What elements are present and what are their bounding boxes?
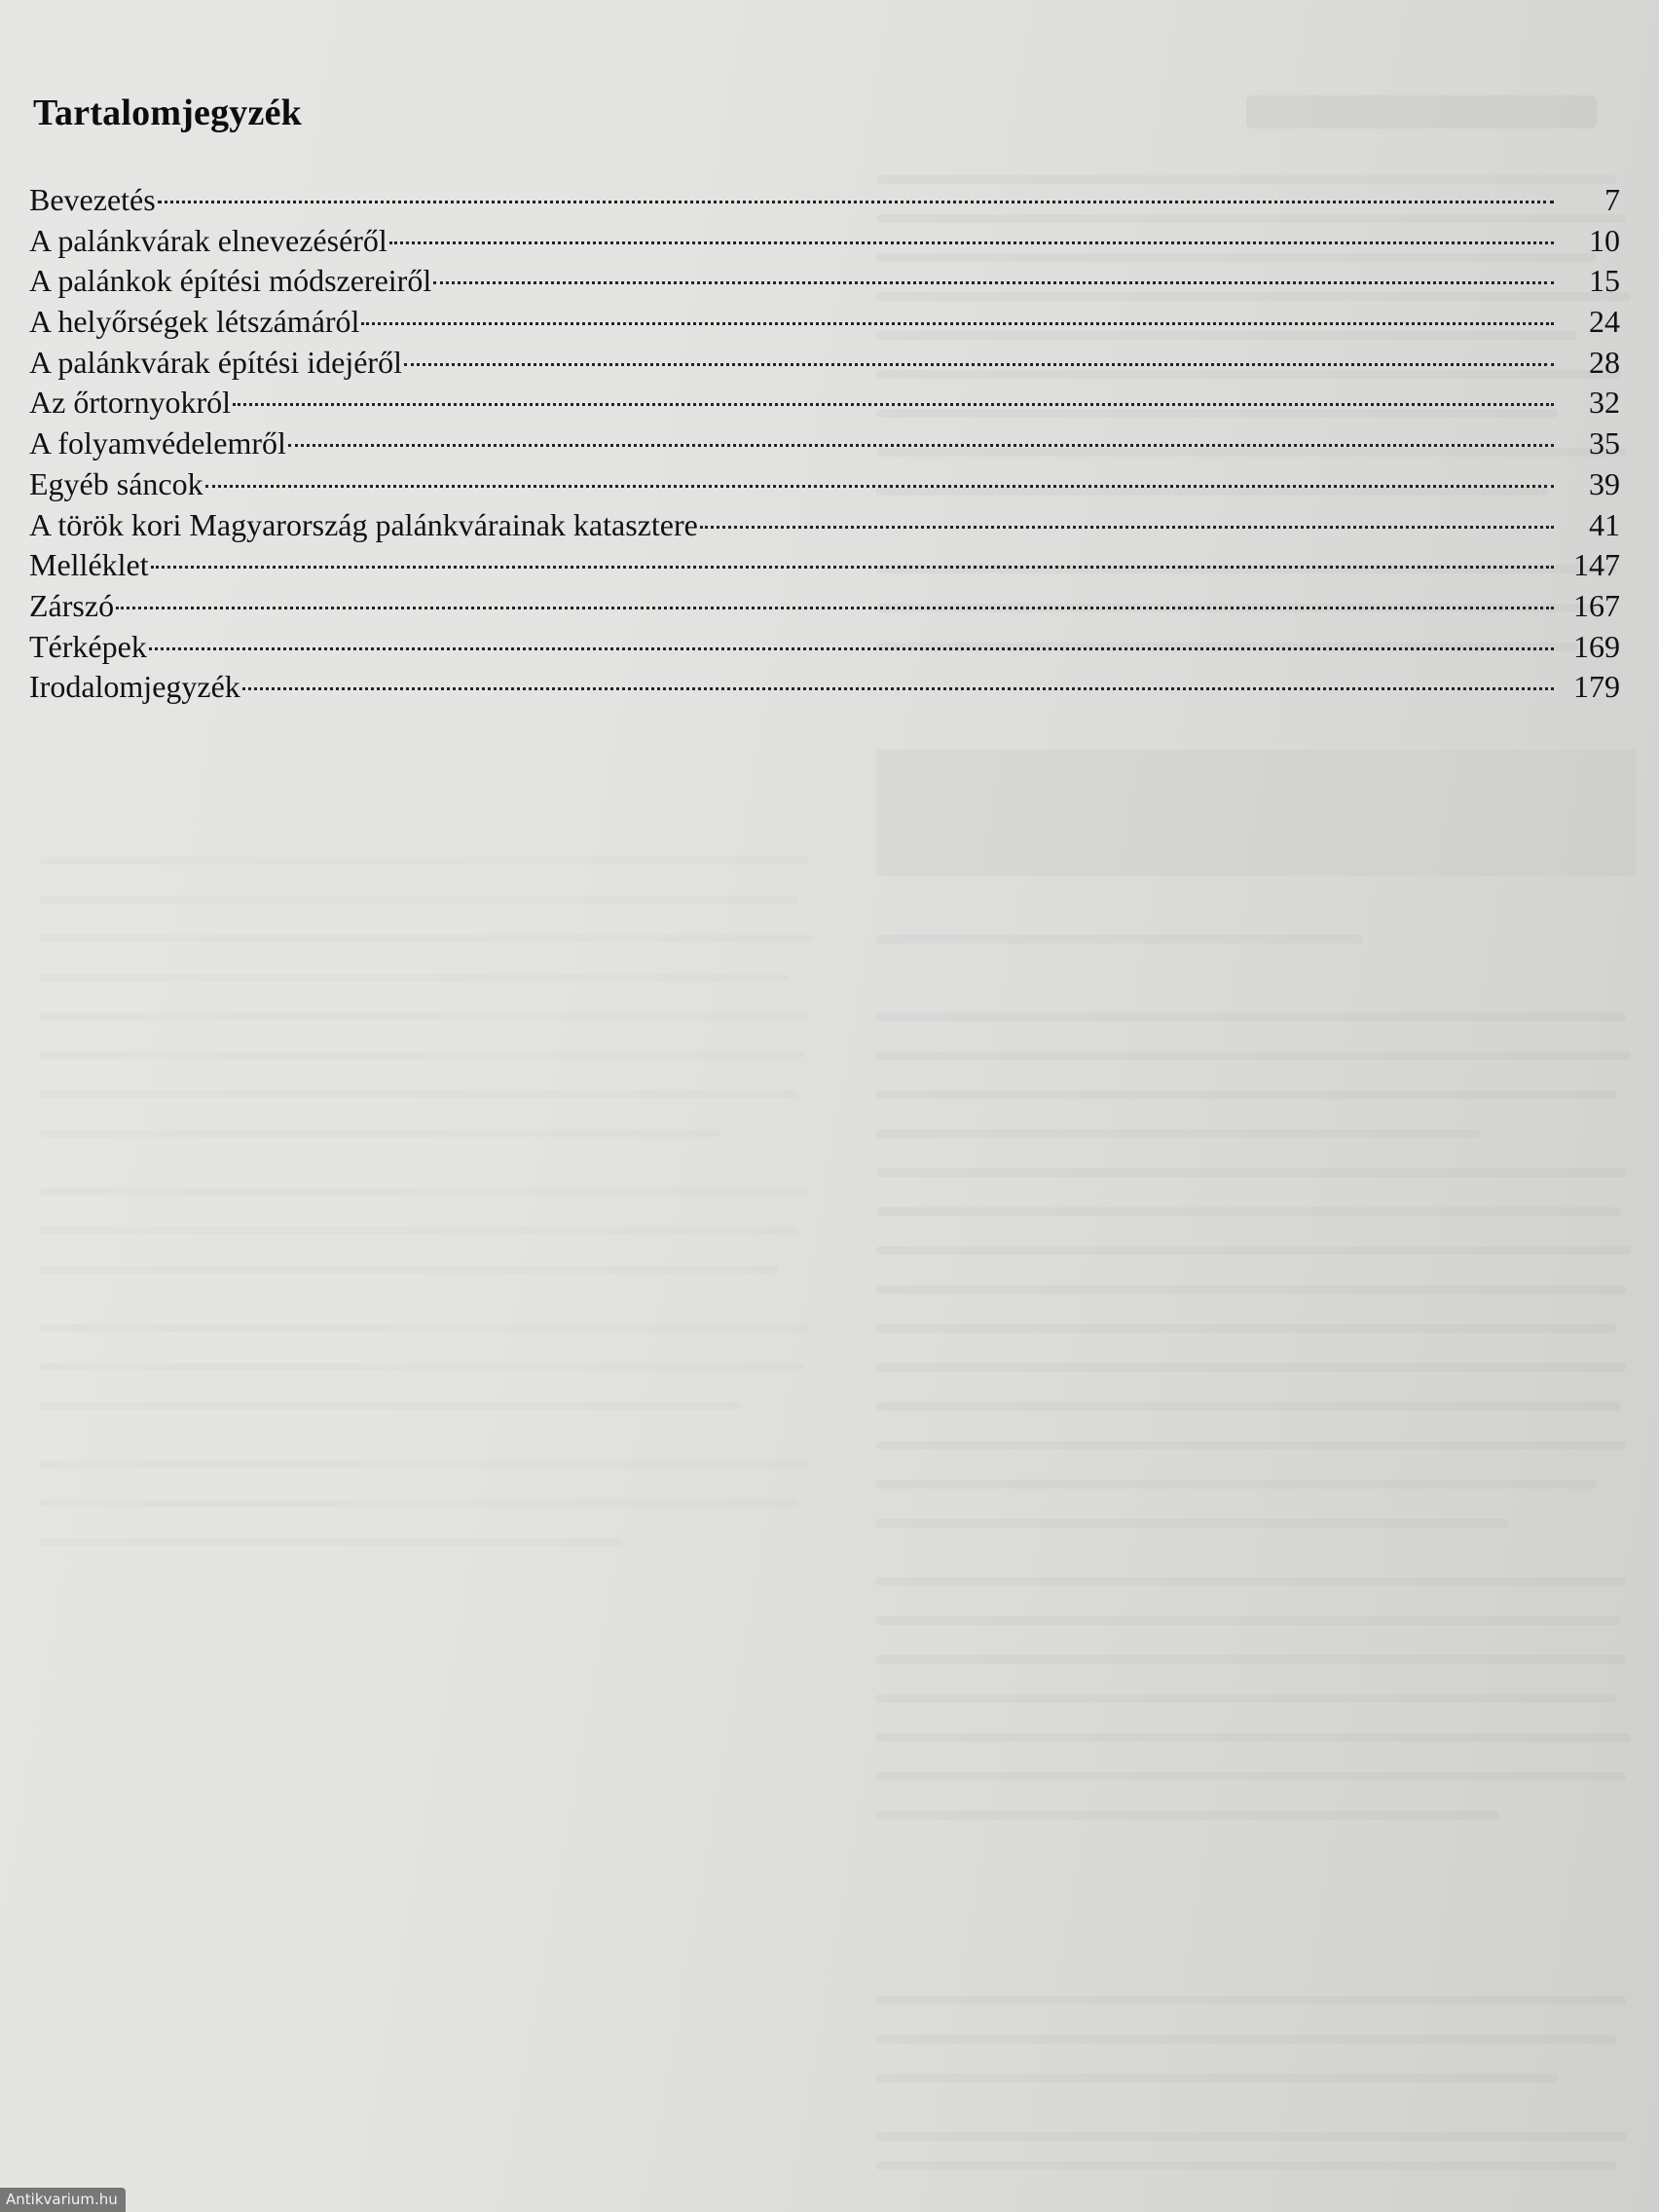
toc-entry xyxy=(29,180,1624,221)
toc-entry xyxy=(29,545,1624,586)
toc-entry-label: Egyéb sáncok xyxy=(29,465,203,501)
toc-entry xyxy=(29,261,1624,302)
dot-leader xyxy=(361,322,1554,325)
toc-entry-label: A palánkvárak építési idejéről xyxy=(29,344,402,380)
toc-entry xyxy=(29,667,1624,708)
dot-leader xyxy=(149,647,1554,650)
toc-entry xyxy=(29,302,1624,343)
toc-entry-label: A helyőrségek létszámáról xyxy=(29,304,360,340)
toc-page-number: 39 xyxy=(1589,465,1620,501)
dot-leader xyxy=(433,281,1554,284)
dot-leader xyxy=(389,241,1554,244)
dot-leader xyxy=(151,566,1554,569)
toc-entry-label: Zárszó xyxy=(29,587,115,623)
toc-entry xyxy=(29,221,1624,262)
toc-entry-label: Melléklet xyxy=(29,547,149,583)
toc-entry-label: A palánkvárak elnevezéséről xyxy=(29,222,387,258)
toc-page-number: 28 xyxy=(1589,344,1620,380)
dot-leader xyxy=(700,526,1554,529)
toc-entry xyxy=(29,627,1624,668)
toc-entry xyxy=(29,383,1624,424)
toc-page-number: 35 xyxy=(1589,425,1620,461)
toc-page-number: 24 xyxy=(1589,304,1620,340)
dot-leader xyxy=(205,485,1554,488)
toc-entry-label: Az őrtornyokról xyxy=(29,385,232,421)
toc-page-number: 32 xyxy=(1589,385,1620,421)
toc-page-number: 10 xyxy=(1589,222,1620,258)
page-title: Tartalomjegyzék xyxy=(33,92,302,133)
watermark: Antikvarium.hu xyxy=(0,2188,126,2212)
toc-entry-label: Irodalomjegyzék xyxy=(29,669,240,705)
toc-entry-label: Térképek xyxy=(29,628,147,664)
toc-entry xyxy=(29,586,1624,627)
toc-entry xyxy=(29,343,1624,384)
dot-leader xyxy=(158,201,1554,203)
toc-entry-label: Bevezetés xyxy=(29,182,156,217)
ghost-block xyxy=(876,750,1636,876)
toc-page-number: 167 xyxy=(1573,587,1620,623)
toc-page-number: 169 xyxy=(1573,628,1620,664)
toc-entry xyxy=(29,424,1624,464)
toc-entry-label: A török kori Magyarország palánkvárainak katasztere xyxy=(29,506,698,542)
toc-page-number: 41 xyxy=(1589,506,1620,542)
toc-entry xyxy=(29,464,1624,505)
toc-entry-label: A palánkok építési módszereiről xyxy=(29,263,432,299)
toc-page-number: 7 xyxy=(1604,182,1620,217)
dot-leader xyxy=(288,444,1554,447)
dot-leader xyxy=(242,687,1554,690)
ghost-heading xyxy=(1246,95,1597,129)
dot-leader xyxy=(116,607,1554,609)
toc-entry xyxy=(29,505,1624,546)
dot-leader xyxy=(233,403,1554,406)
table-of-contents xyxy=(29,180,1624,708)
toc-page-number: 179 xyxy=(1573,669,1620,705)
toc-page-number: 147 xyxy=(1573,547,1620,583)
left-page-show-through xyxy=(39,857,818,1733)
dot-leader xyxy=(404,363,1554,366)
toc-page-number: 15 xyxy=(1589,263,1620,299)
toc-entry-label: A folyamvédelemről xyxy=(29,425,286,461)
